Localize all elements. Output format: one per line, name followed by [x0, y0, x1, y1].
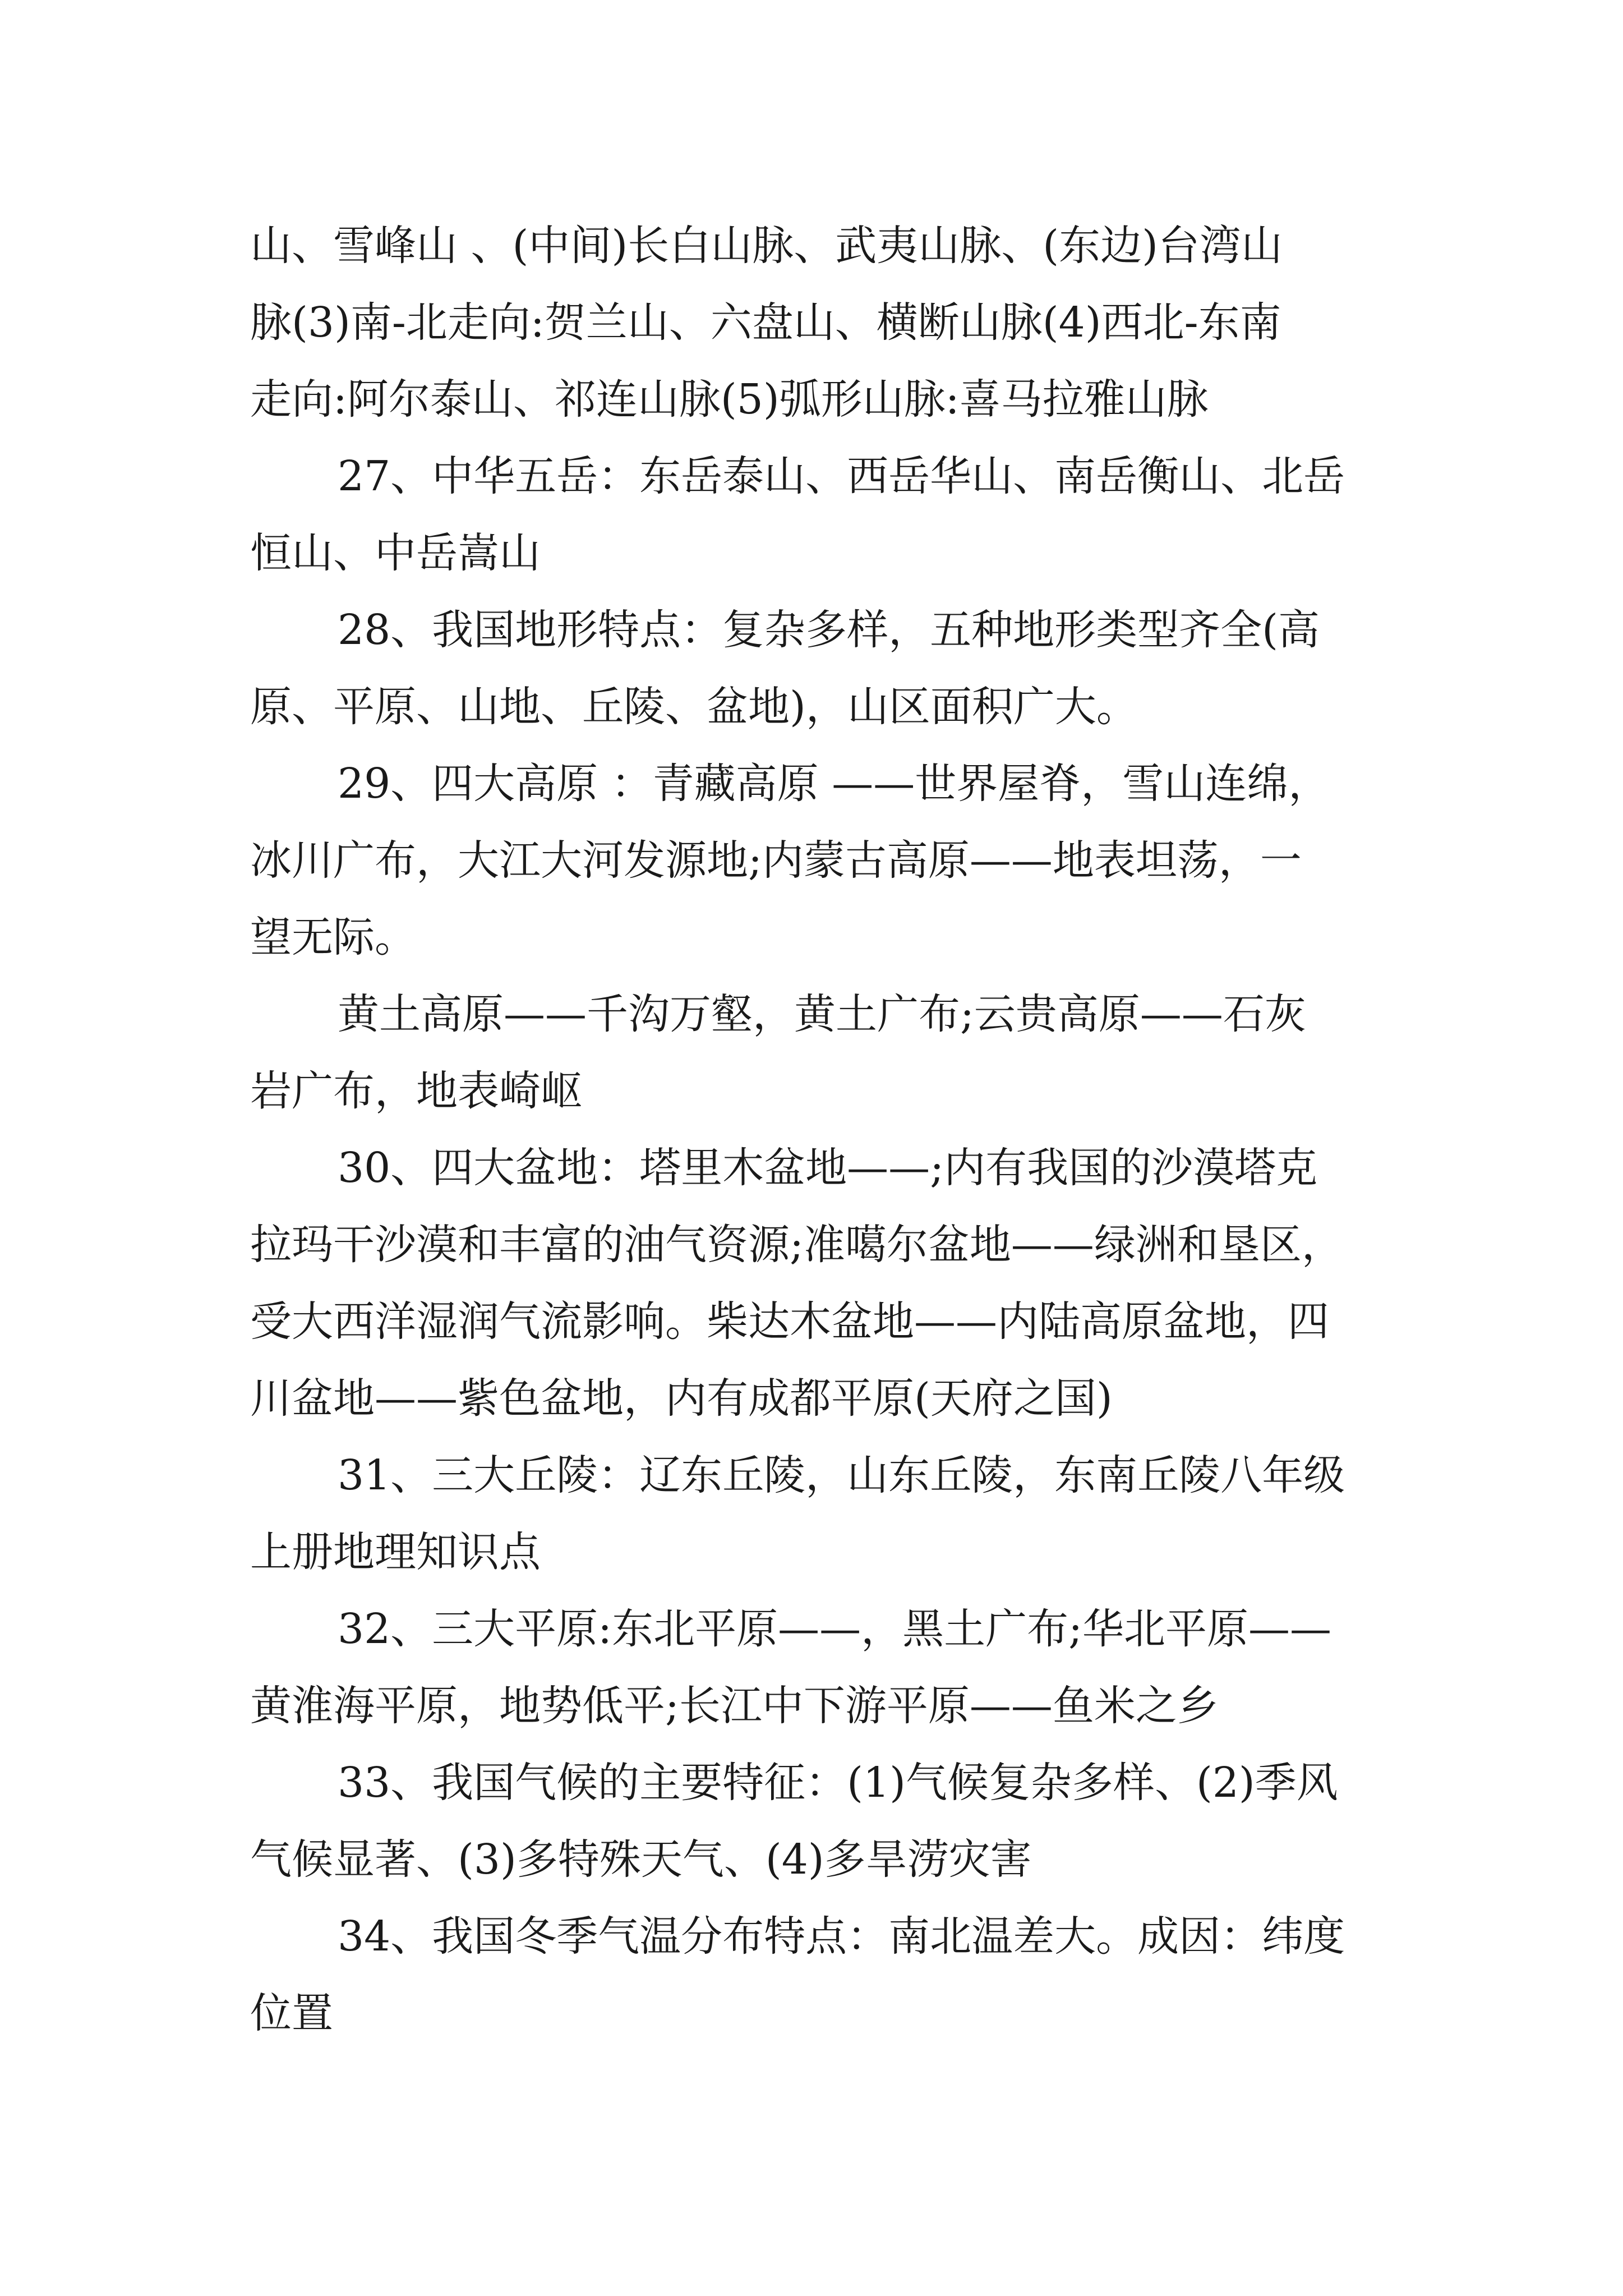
text-line: 望无际。	[250, 913, 416, 961]
text-line: 上册地理知识点	[250, 1528, 541, 1576]
document-body	[250, 208, 1383, 2052]
text-line: 走向:阿尔泰山、祁连山脉(5)弧形山脉:喜马拉雅山脉	[250, 375, 1209, 424]
paragraph-start-line: 32、三大平原:东北平原——，黑土广布;华北平原——	[338, 1605, 1332, 1653]
text-line: 气候显著、(3)多特殊天气、(4)多旱涝灾害	[250, 1835, 1032, 1884]
paragraph-start-line: 31、三大丘陵：辽东丘陵，山东丘陵，东南丘陵八年级	[338, 1451, 1345, 1499]
paragraph-start-line: 28、我国地形特点：复杂多样，五种地形类型齐全(高	[338, 606, 1320, 654]
text-line: 拉玛干沙漠和丰富的油气资源;准噶尔盆地——绿洲和垦区，	[250, 1221, 1343, 1269]
paragraph-start-line: 30、四大盆地：塔里木盆地——;内有我国的沙漠塔克	[338, 1144, 1318, 1192]
text-line: 位置	[250, 1989, 333, 2037]
text-line: 脉(3)南-北走向:贺兰山、六盘山、横断山脉(4)西北-东南	[250, 298, 1281, 347]
text-line: 受大西洋湿润气流影响。柴达木盆地——内陆高原盆地，四	[250, 1297, 1329, 1346]
text-line: 山、雪峰山 、(中间)长白山脉、武夷山脉、(东边)台湾山	[250, 222, 1283, 270]
paragraph-start-line: 黄土高原——千沟万壑，黄土广布;云贵高原——石灰	[338, 990, 1306, 1038]
text-line: 恒山、中岳嵩山	[250, 529, 541, 577]
text-line: 冰川广布，大江大河发源地;内蒙古高原——地表坦荡，一	[250, 836, 1302, 885]
text-line: 岩广布，地表崎岖	[250, 1067, 582, 1115]
paragraph-start-line: 27、中华五岳：东岳泰山、西岳华山、南岳衡山、北岳	[338, 452, 1345, 500]
text-line: 原、平原、山地、丘陵、盆地)，山区面积广大。	[250, 683, 1138, 731]
paragraph-start-line: 34、我国冬季气温分布特点：南北温差大。成因：纬度	[338, 1912, 1345, 1961]
text-line: 黄淮海平原，地势低平;长江中下游平原——鱼米之乡	[250, 1682, 1219, 1730]
paragraph-start-line: 29、四大高原 ：青藏高原 ——世界屋脊，雪山连绵，	[338, 760, 1330, 808]
text-line: 川盆地——紫色盆地，内有成都平原(天府之国)	[250, 1374, 1113, 1423]
paragraph-start-line: 33、我国气候的主要特征：(1)气候复杂多样、(2)季风	[338, 1759, 1338, 1807]
